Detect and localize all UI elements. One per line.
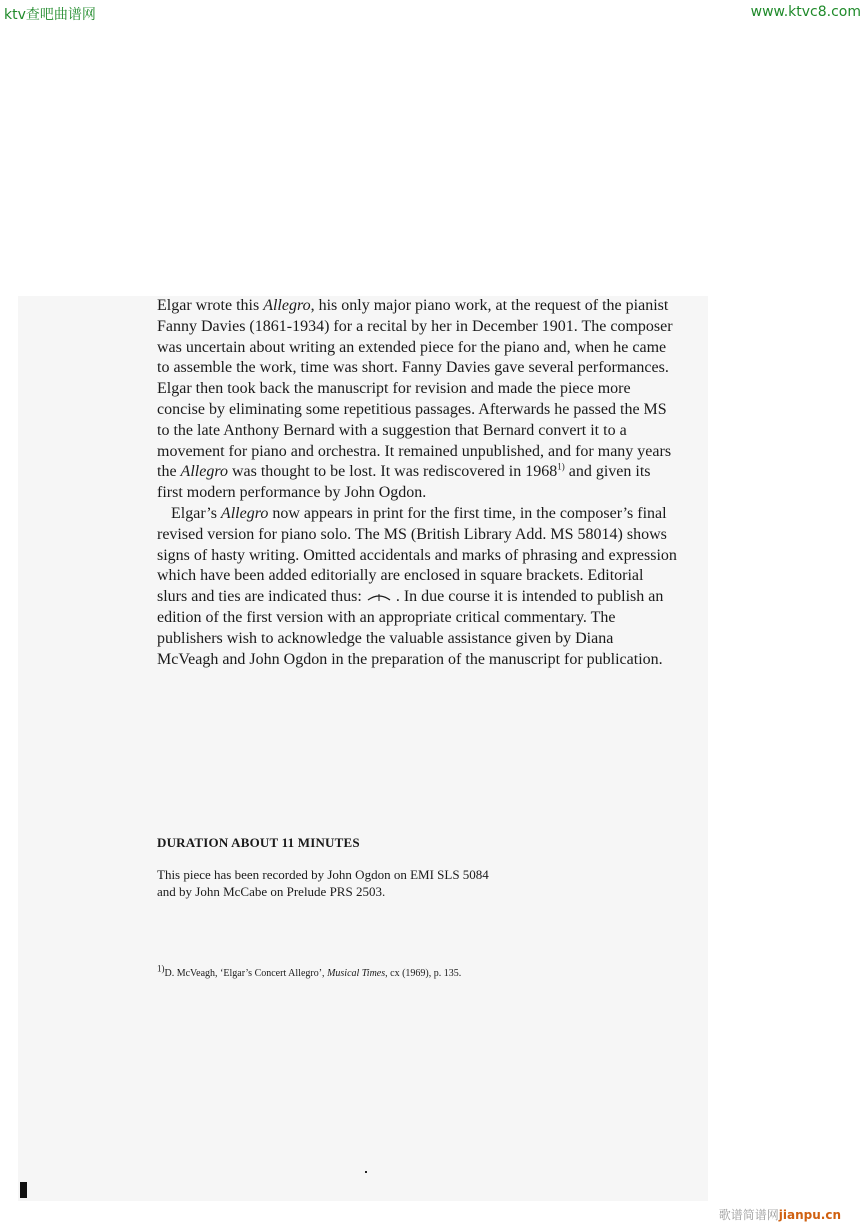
footnote-text-1: D. McVeagh, ‘Elgar’s Concert Allegro’, bbox=[164, 968, 328, 979]
footnote-journal: Musical Times bbox=[327, 968, 386, 979]
watermark-bottom-right[interactable] bbox=[719, 1206, 841, 1223]
watermark-top-left[interactable]: ktv查吧曲谱网 bbox=[4, 7, 96, 23]
watermark-bottom-text-1: 歌谱简谱网 bbox=[718, 1208, 779, 1222]
margin-mark bbox=[20, 1182, 27, 1198]
p2-text-3: . In due course it is intended to publish an edition of the first version with an appropriate critical commentary. The publishers wish to acknowledge the valuable assistance given by Diana McVeagh and John Ogdon in the preparation of the manuscript for publication. bbox=[157, 588, 664, 668]
recording-line-2: and by John McCabe on Prelude PRS 2503. bbox=[157, 884, 386, 899]
footnote-ref: 1) bbox=[557, 462, 565, 473]
duration-heading: DURATION ABOUT 11 MINUTES bbox=[157, 835, 360, 850]
preface-paragraph-1 bbox=[157, 296, 677, 504]
preface-text bbox=[157, 296, 677, 670]
p2-text-2: now appears in print for the first time, in the composer’s final revised version for piano solo. The MS (British Library Add. MS 58014) shows signs of hasty writing. Omitted accidentals and marks of phrasing and expression which have been added editorially are enclosed in square brackets. Editorial slurs and ties are indicated thus: bbox=[157, 504, 677, 606]
p1-text-3: was thought to be lost. It was rediscovered in 1968 bbox=[227, 463, 558, 481]
p1-text-4: and given its first modern performance by John Ogdon. bbox=[157, 463, 651, 502]
p2-title-allegro: Allegro bbox=[220, 504, 269, 522]
editorial-slur-icon bbox=[366, 591, 392, 603]
watermark-bottom-text-2: jianpu.cn bbox=[778, 1208, 841, 1222]
page-dot bbox=[365, 1171, 367, 1173]
p1-text-1: Elgar wrote this bbox=[157, 297, 264, 314]
p1-title-allegro-2: Allegro bbox=[180, 463, 228, 481]
p1-title-allegro: Allegro bbox=[263, 297, 311, 314]
footnote bbox=[157, 963, 462, 979]
footnote-text-2: , cx (1969), p. 135. bbox=[385, 968, 462, 979]
watermark-top-right[interactable]: www.ktvc8.com bbox=[750, 4, 861, 20]
p1-text-2: , his only major piano work, at the request of the pianist Fanny Davies (1861-1934) for a recital by her in December 1901. The composer was uncertain about writing an extended piece for the piano and, when he came to assemble the work, time was short. Fanny Davies gave several performances. Elgar then took back the manuscript for revision and made the piece more concise by eliminating some repetitious passages. Afterwards he passed the MS to the late Anthony Bernard with a suggestion that Bernard convert it to a movement for piano and orchestra. It remained unpublished, and for many years the bbox=[157, 297, 673, 481]
preface-paragraph-2 bbox=[157, 504, 677, 670]
footnote-marker: 1) bbox=[157, 963, 165, 974]
p2-text-1: Elgar’s bbox=[171, 504, 221, 522]
recording-info bbox=[157, 866, 577, 900]
recording-line-1: This piece has been recorded by John Ogdon on EMI SLS 5084 bbox=[157, 867, 489, 882]
